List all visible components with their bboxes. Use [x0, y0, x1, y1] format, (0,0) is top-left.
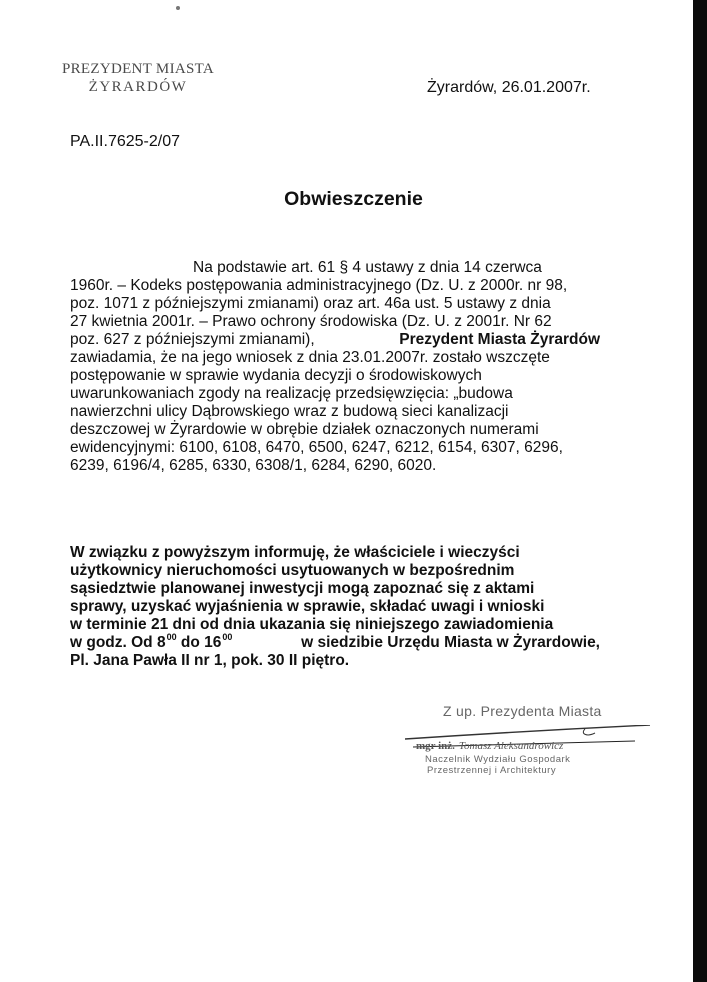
hours-part: w godz. Od $8^{00}$ do $16^{00}$ [70, 632, 233, 651]
scan-speck [176, 6, 180, 10]
paragraph-line: zawiadamia, że na jego wniosek z dnia 23.01.2007r. zostało wszczęte [70, 349, 550, 366]
paragraph-information [70, 544, 600, 670]
paragraph-line: nawierzchni ulicy Dąbrowskiego wraz z budową sieci kanalizacji [70, 403, 509, 420]
header-stamp [58, 60, 218, 96]
signatory-title-line: Przestrzennej i Architektury [427, 765, 557, 776]
stamp-line-2: ŻYRARDÓW [88, 79, 188, 95]
office-hours-line [70, 634, 600, 652]
paragraph-line: sprawy, uzyskać wyjaśnienia w sprawie, składać uwagi i wnioski [70, 598, 545, 615]
signatory-title-line: Naczelnik Wydziału Gospodark [425, 754, 571, 765]
document-title: Obwieszczenie [284, 188, 423, 210]
paragraph-line: użytkownicy nieruchomości usytuowanych w bezpośrednim [70, 562, 515, 579]
paragraph-line-bold: Prezydent Miasta Żyrardów [399, 331, 600, 348]
paragraph-notice [70, 259, 600, 475]
paragraph-line-start: poz. 627 z późniejszymi zmianami), [70, 331, 315, 348]
scan-dark-edge [693, 0, 707, 982]
signatory-full-name: Tomasz Aleksandrowicz [458, 740, 564, 752]
stamp-line-1: PREZYDENT MIASTA [61, 61, 215, 77]
signature-on-behalf: Z up. Prezydenta Miasta [443, 703, 602, 719]
paragraph-line-mixed [70, 331, 600, 349]
signatory-degree: mgr inż. [416, 740, 455, 752]
place-and-date: Żyrardów, 26.01.2007r. [427, 79, 591, 96]
paragraph-line: postępowanie w sprawie wydania decyzji o środowiskowych [70, 367, 482, 384]
paragraph-line: 27 kwietnia 2001r. – Prawo ochrony środowiska (Dz. U. z 2001r. Nr 62 [70, 313, 552, 330]
paragraph-line: poz. 1071 z późniejszymi zmianami) oraz art. 46a ust. 5 ustawy z dnia [70, 295, 551, 312]
signatory-title [425, 754, 625, 776]
paragraph-line: w terminie 21 dni od dnia ukazania się niniejszego zawiadomienia [70, 616, 554, 633]
paragraph-line: W związku z powyższym informuję, że właściciele i wieczyści [70, 544, 520, 561]
paragraph-line: uwarunkowaniach zgody na realizację przedsięwzięcia: „budowa [70, 385, 513, 402]
reference-number: PA.II.7625-2/07 [70, 133, 180, 150]
paragraph-line: Pl. Jana Pawła II nr 1, pok. 30 II piętro. [70, 652, 350, 669]
paragraph-line: 6239, 6196/4, 6285, 6330, 6308/1, 6284, 6290, 6020. [70, 457, 437, 474]
paragraph-line: ewidencyjnymi: 6100, 6108, 6470, 6500, 6247, 6212, 6154, 6307, 6296, [70, 439, 563, 456]
paragraph-line: deszczowej w Żyrardowie w obrębie działek oznaczonych numerami [70, 421, 539, 438]
paragraph-line: Na podstawie art. 61 § 4 ustawy z dnia 14 czerwca [193, 259, 542, 276]
paragraph-line: sąsiedztwie planowanej inwestycji mogą zapoznać się z aktami [70, 580, 535, 597]
hours-location: w siedzibie Urzędu Miasta w Żyrardowie, [301, 634, 600, 651]
paragraph-line: 1960r. – Kodeks postępowania administracyjnego (Dz. U. z 2000r. nr 98, [70, 277, 568, 294]
signatory-name [416, 740, 616, 752]
